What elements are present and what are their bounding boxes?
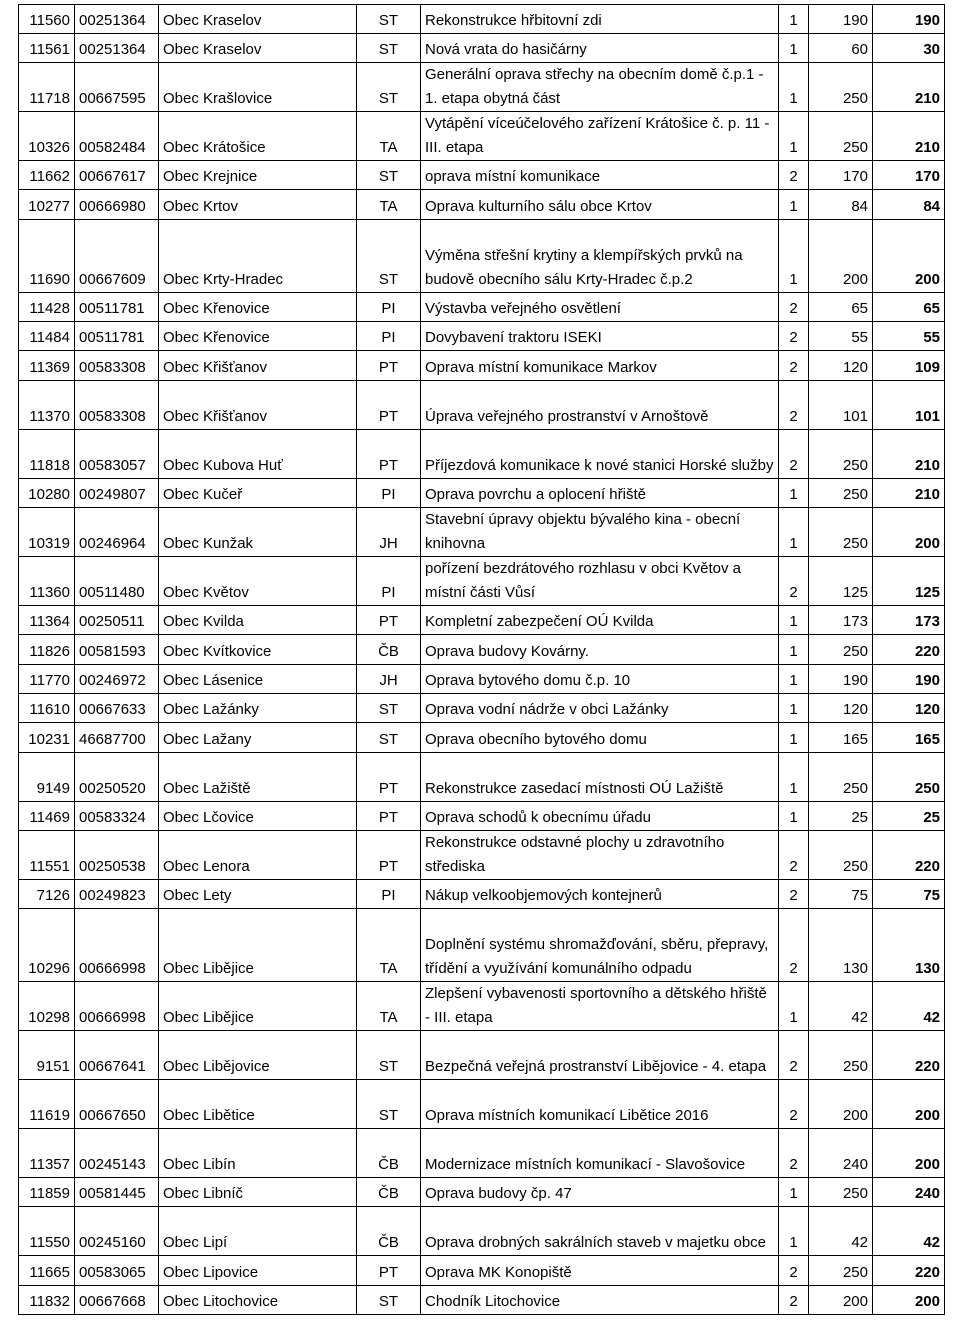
- ico-cell: 00249807: [75, 479, 159, 508]
- requested-amount-cell: 250: [809, 63, 873, 112]
- approved-amount-cell: 65: [873, 293, 945, 322]
- row-id-cell: 11360: [19, 557, 75, 606]
- row-id-cell: 11718: [19, 63, 75, 112]
- row-id-cell: 9149: [19, 753, 75, 802]
- table-row: [19, 479, 945, 508]
- district-cell: TA: [357, 909, 421, 982]
- project-name-cell: Bezpečná veřejná prostranství Libějovice - 4. etapa: [421, 1031, 779, 1080]
- row-id-cell: 11484: [19, 322, 75, 351]
- requested-amount-cell: 165: [809, 723, 873, 753]
- district-cell: ČB: [357, 635, 421, 665]
- approved-amount-cell: 55: [873, 322, 945, 351]
- ico-cell: 00667641: [75, 1031, 159, 1080]
- ico-cell: 00666980: [75, 190, 159, 220]
- requested-amount-cell: 65: [809, 293, 873, 322]
- table-row: [19, 753, 945, 802]
- priority-cell: 1: [779, 479, 809, 508]
- project-name-cell: Oprava MK Konopiště: [421, 1256, 779, 1286]
- municipality-cell: Obec Křišťanov: [159, 351, 357, 381]
- approved-amount-cell: 220: [873, 635, 945, 665]
- table-row: [19, 909, 945, 982]
- priority-cell: 1: [779, 1178, 809, 1207]
- municipality-cell: Obec Lažany: [159, 723, 357, 753]
- project-name-cell: Oprava bytového domu č.p. 10: [421, 665, 779, 694]
- municipality-cell: Obec Krty-Hradec: [159, 220, 357, 293]
- municipality-cell: Obec Křenovice: [159, 322, 357, 351]
- project-name-cell: Rekonstrukce hřbitovní zdi: [421, 5, 779, 34]
- row-id-cell: 11551: [19, 831, 75, 880]
- approved-amount-cell: 109: [873, 351, 945, 381]
- project-name-cell: Oprava budovy čp. 47: [421, 1178, 779, 1207]
- requested-amount-cell: 250: [809, 1031, 873, 1080]
- priority-cell: 1: [779, 508, 809, 557]
- table-row: [19, 161, 945, 190]
- district-cell: JH: [357, 508, 421, 557]
- municipality-cell: Obec Lažánky: [159, 694, 357, 723]
- ico-cell: 46687700: [75, 723, 159, 753]
- table-row: [19, 1031, 945, 1080]
- table-row: [19, 1207, 945, 1256]
- municipality-cell: Obec Kvilda: [159, 606, 357, 635]
- table-row: [19, 880, 945, 909]
- municipality-cell: Obec Kraselov: [159, 5, 357, 34]
- district-cell: ST: [357, 694, 421, 723]
- requested-amount-cell: 190: [809, 5, 873, 34]
- table-row: [19, 34, 945, 63]
- row-id-cell: 9151: [19, 1031, 75, 1080]
- approved-amount-cell: 190: [873, 5, 945, 34]
- row-id-cell: 11826: [19, 635, 75, 665]
- ico-cell: 00667609: [75, 220, 159, 293]
- approved-amount-cell: 42: [873, 1207, 945, 1256]
- approved-amount-cell: 165: [873, 723, 945, 753]
- requested-amount-cell: 120: [809, 351, 873, 381]
- row-id-cell: 11561: [19, 34, 75, 63]
- table-row: [19, 1080, 945, 1129]
- row-id-cell: 7126: [19, 880, 75, 909]
- approved-amount-cell: 220: [873, 831, 945, 880]
- row-id-cell: 11770: [19, 665, 75, 694]
- district-cell: ST: [357, 1031, 421, 1080]
- district-cell: PT: [357, 430, 421, 479]
- priority-cell: 1: [779, 723, 809, 753]
- ico-cell: 00511781: [75, 293, 159, 322]
- ico-cell: 00581593: [75, 635, 159, 665]
- project-name-cell: Oprava místní komunikace Markov: [421, 351, 779, 381]
- priority-cell: 2: [779, 1080, 809, 1129]
- approved-amount-cell: 75: [873, 880, 945, 909]
- municipality-cell: Obec Libětice: [159, 1080, 357, 1129]
- row-id-cell: 11357: [19, 1129, 75, 1178]
- priority-cell: 2: [779, 909, 809, 982]
- municipality-cell: Obec Litochovice: [159, 1286, 357, 1315]
- table-row: [19, 322, 945, 351]
- municipality-cell: Obec Lásenice: [159, 665, 357, 694]
- ico-cell: 00250538: [75, 831, 159, 880]
- priority-cell: 1: [779, 606, 809, 635]
- table-row: [19, 1178, 945, 1207]
- ico-cell: 00246964: [75, 508, 159, 557]
- table-row: [19, 190, 945, 220]
- municipality-cell: Obec Libějovice: [159, 1031, 357, 1080]
- district-cell: PT: [357, 753, 421, 802]
- municipality-cell: Obec Krtov: [159, 190, 357, 220]
- ico-cell: 00583057: [75, 430, 159, 479]
- district-cell: ST: [357, 161, 421, 190]
- district-cell: TA: [357, 982, 421, 1031]
- priority-cell: 1: [779, 802, 809, 831]
- district-cell: PT: [357, 606, 421, 635]
- ico-cell: 00583308: [75, 351, 159, 381]
- table-row: [19, 802, 945, 831]
- municipality-cell: Obec Krejnice: [159, 161, 357, 190]
- district-cell: ST: [357, 34, 421, 63]
- requested-amount-cell: 250: [809, 479, 873, 508]
- district-cell: PI: [357, 557, 421, 606]
- project-name-cell: Rekonstrukce zasedací místnosti OÚ Lažiště: [421, 753, 779, 802]
- row-id-cell: 11665: [19, 1256, 75, 1286]
- approved-amount-cell: 200: [873, 1286, 945, 1315]
- project-name-cell: Oprava obecního bytového domu: [421, 723, 779, 753]
- priority-cell: 2: [779, 351, 809, 381]
- requested-amount-cell: 200: [809, 220, 873, 293]
- requested-amount-cell: 75: [809, 880, 873, 909]
- ico-cell: 00667650: [75, 1080, 159, 1129]
- municipality-cell: Obec Krátošice: [159, 112, 357, 161]
- project-name-cell: Oprava povrchu a oplocení hřiště: [421, 479, 779, 508]
- row-id-cell: 10296: [19, 909, 75, 982]
- ico-cell: 00667595: [75, 63, 159, 112]
- row-id-cell: 11818: [19, 430, 75, 479]
- district-cell: PI: [357, 479, 421, 508]
- row-id-cell: 11610: [19, 694, 75, 723]
- approved-amount-cell: 220: [873, 1256, 945, 1286]
- project-name-cell: Stavební úpravy objektu bývalého kina - obecní knihovna: [421, 508, 779, 557]
- ico-cell: 00583308: [75, 381, 159, 430]
- project-name-cell: Doplnění systému shromažďování, sběru, přepravy, třídění a využívání komunálního odpadu: [421, 909, 779, 982]
- requested-amount-cell: 250: [809, 112, 873, 161]
- municipality-cell: Obec Libějice: [159, 982, 357, 1031]
- table-row: [19, 430, 945, 479]
- row-id-cell: 10231: [19, 723, 75, 753]
- ico-cell: 00250511: [75, 606, 159, 635]
- municipality-cell: Obec Libníč: [159, 1178, 357, 1207]
- district-cell: PT: [357, 381, 421, 430]
- project-name-cell: Generální oprava střechy na obecním domě č.p.1 - 1. etapa obytná část: [421, 63, 779, 112]
- requested-amount-cell: 60: [809, 34, 873, 63]
- ico-cell: 00250520: [75, 753, 159, 802]
- project-name-cell: Nová vrata do hasičárny: [421, 34, 779, 63]
- row-id-cell: 11428: [19, 293, 75, 322]
- row-id-cell: 11619: [19, 1080, 75, 1129]
- district-cell: ST: [357, 5, 421, 34]
- municipality-cell: Obec Kučeř: [159, 479, 357, 508]
- municipality-cell: Obec Kraselov: [159, 34, 357, 63]
- approved-amount-cell: 125: [873, 557, 945, 606]
- ico-cell: 00667668: [75, 1286, 159, 1315]
- municipality-cell: Obec Krašlovice: [159, 63, 357, 112]
- grant-table: [18, 4, 945, 1315]
- requested-amount-cell: 42: [809, 1207, 873, 1256]
- district-cell: PT: [357, 802, 421, 831]
- table-row: [19, 351, 945, 381]
- requested-amount-cell: 120: [809, 694, 873, 723]
- approved-amount-cell: 200: [873, 1129, 945, 1178]
- table-row: [19, 665, 945, 694]
- table-row: [19, 635, 945, 665]
- priority-cell: 2: [779, 430, 809, 479]
- table-row: [19, 1256, 945, 1286]
- priority-cell: 1: [779, 190, 809, 220]
- municipality-cell: Obec Lipovice: [159, 1256, 357, 1286]
- row-id-cell: 10280: [19, 479, 75, 508]
- district-cell: PI: [357, 322, 421, 351]
- priority-cell: 1: [779, 982, 809, 1031]
- requested-amount-cell: 84: [809, 190, 873, 220]
- priority-cell: 2: [779, 557, 809, 606]
- project-name-cell: Zlepšení vybavenosti sportovního a dětského hřiště - III. etapa: [421, 982, 779, 1031]
- table-row: [19, 831, 945, 880]
- project-name-cell: Oprava schodů k obecnímu úřadu: [421, 802, 779, 831]
- row-id-cell: 11690: [19, 220, 75, 293]
- row-id-cell: 11859: [19, 1178, 75, 1207]
- requested-amount-cell: 101: [809, 381, 873, 430]
- approved-amount-cell: 250: [873, 753, 945, 802]
- ico-cell: 00251364: [75, 5, 159, 34]
- project-name-cell: Nákup velkoobjemových kontejnerů: [421, 880, 779, 909]
- municipality-cell: Obec Křenovice: [159, 293, 357, 322]
- requested-amount-cell: 250: [809, 753, 873, 802]
- district-cell: ST: [357, 63, 421, 112]
- row-id-cell: 10319: [19, 508, 75, 557]
- row-id-cell: 11662: [19, 161, 75, 190]
- approved-amount-cell: 173: [873, 606, 945, 635]
- district-cell: JH: [357, 665, 421, 694]
- district-cell: TA: [357, 190, 421, 220]
- district-cell: ST: [357, 723, 421, 753]
- requested-amount-cell: 200: [809, 1080, 873, 1129]
- table-body: [19, 5, 945, 1315]
- requested-amount-cell: 25: [809, 802, 873, 831]
- requested-amount-cell: 250: [809, 430, 873, 479]
- project-name-cell: Oprava vodní nádrže v obci Lažánky: [421, 694, 779, 723]
- project-name-cell: Výstavba veřejného osvětlení: [421, 293, 779, 322]
- table-row: [19, 112, 945, 161]
- table-row: [19, 557, 945, 606]
- table-row: [19, 220, 945, 293]
- project-name-cell: Oprava místních komunikací Libětice 2016: [421, 1080, 779, 1129]
- district-cell: PT: [357, 1256, 421, 1286]
- priority-cell: 2: [779, 1256, 809, 1286]
- row-id-cell: 11832: [19, 1286, 75, 1315]
- priority-cell: 2: [779, 1129, 809, 1178]
- requested-amount-cell: 250: [809, 831, 873, 880]
- priority-cell: 1: [779, 635, 809, 665]
- district-cell: PT: [357, 351, 421, 381]
- ico-cell: 00581445: [75, 1178, 159, 1207]
- approved-amount-cell: 120: [873, 694, 945, 723]
- ico-cell: 00582484: [75, 112, 159, 161]
- approved-amount-cell: 210: [873, 479, 945, 508]
- district-cell: ČB: [357, 1207, 421, 1256]
- project-name-cell: pořízení bezdrátového rozhlasu v obci Květov a místní části Vůsí: [421, 557, 779, 606]
- municipality-cell: Obec Křišťanov: [159, 381, 357, 430]
- municipality-cell: Obec Libín: [159, 1129, 357, 1178]
- approved-amount-cell: 210: [873, 63, 945, 112]
- row-id-cell: 10326: [19, 112, 75, 161]
- ico-cell: 00583065: [75, 1256, 159, 1286]
- table-row: [19, 606, 945, 635]
- project-name-cell: Příjezdová komunikace k nové stanici Horské služby: [421, 430, 779, 479]
- approved-amount-cell: 25: [873, 802, 945, 831]
- row-id-cell: 11550: [19, 1207, 75, 1256]
- table-row: [19, 5, 945, 34]
- ico-cell: 00667633: [75, 694, 159, 723]
- ico-cell: 00511480: [75, 557, 159, 606]
- row-id-cell: 11364: [19, 606, 75, 635]
- ico-cell: 00245143: [75, 1129, 159, 1178]
- municipality-cell: Obec Kunžak: [159, 508, 357, 557]
- approved-amount-cell: 42: [873, 982, 945, 1031]
- approved-amount-cell: 200: [873, 508, 945, 557]
- approved-amount-cell: 130: [873, 909, 945, 982]
- requested-amount-cell: 250: [809, 1178, 873, 1207]
- table-row: [19, 694, 945, 723]
- district-cell: PT: [357, 831, 421, 880]
- table-row: [19, 1129, 945, 1178]
- approved-amount-cell: 101: [873, 381, 945, 430]
- table-row: [19, 381, 945, 430]
- row-id-cell: 11369: [19, 351, 75, 381]
- project-name-cell: Oprava kulturního sálu obce Krtov: [421, 190, 779, 220]
- table-row: [19, 1286, 945, 1315]
- project-name-cell: Vytápění víceúčelového zařízení Krátošice č. p. 11 - III. etapa: [421, 112, 779, 161]
- approved-amount-cell: 190: [873, 665, 945, 694]
- priority-cell: 1: [779, 665, 809, 694]
- priority-cell: 1: [779, 34, 809, 63]
- approved-amount-cell: 30: [873, 34, 945, 63]
- priority-cell: 1: [779, 220, 809, 293]
- requested-amount-cell: 42: [809, 982, 873, 1031]
- row-id-cell: 10277: [19, 190, 75, 220]
- priority-cell: 2: [779, 322, 809, 351]
- district-cell: ST: [357, 1286, 421, 1315]
- ico-cell: 00246972: [75, 665, 159, 694]
- municipality-cell: Obec Lenora: [159, 831, 357, 880]
- project-name-cell: Kompletní zabezpečení OÚ Kvilda: [421, 606, 779, 635]
- priority-cell: 2: [779, 831, 809, 880]
- priority-cell: 1: [779, 1207, 809, 1256]
- table-row: [19, 982, 945, 1031]
- row-id-cell: 11469: [19, 802, 75, 831]
- municipality-cell: Obec Lety: [159, 880, 357, 909]
- requested-amount-cell: 130: [809, 909, 873, 982]
- table-row: [19, 63, 945, 112]
- priority-cell: 2: [779, 381, 809, 430]
- project-name-cell: Úprava veřejného prostranství v Arnoštově: [421, 381, 779, 430]
- municipality-cell: Obec Kvítkovice: [159, 635, 357, 665]
- project-name-cell: oprava místní komunikace: [421, 161, 779, 190]
- priority-cell: 1: [779, 694, 809, 723]
- ico-cell: 00511781: [75, 322, 159, 351]
- ico-cell: 00583324: [75, 802, 159, 831]
- district-cell: ČB: [357, 1129, 421, 1178]
- priority-cell: 1: [779, 753, 809, 802]
- project-name-cell: Rekonstrukce odstavné plochy u zdravotního střediska: [421, 831, 779, 880]
- district-cell: ST: [357, 1080, 421, 1129]
- table-row: [19, 293, 945, 322]
- table-row: [19, 723, 945, 753]
- approved-amount-cell: 240: [873, 1178, 945, 1207]
- requested-amount-cell: 55: [809, 322, 873, 351]
- municipality-cell: Obec Libějice: [159, 909, 357, 982]
- project-name-cell: Výměna střešní krytiny a klempířských prvků na budově obecního sálu Krty-Hradec č.p.2: [421, 220, 779, 293]
- priority-cell: 1: [779, 63, 809, 112]
- district-cell: PI: [357, 293, 421, 322]
- project-name-cell: Modernizace místních komunikací - Slavošovice: [421, 1129, 779, 1178]
- approved-amount-cell: 210: [873, 112, 945, 161]
- approved-amount-cell: 84: [873, 190, 945, 220]
- requested-amount-cell: 125: [809, 557, 873, 606]
- approved-amount-cell: 200: [873, 1080, 945, 1129]
- project-name-cell: Oprava budovy Kovárny.: [421, 635, 779, 665]
- district-cell: ST: [357, 220, 421, 293]
- project-name-cell: Oprava drobných sakrálních staveb v majetku obce: [421, 1207, 779, 1256]
- priority-cell: 2: [779, 1286, 809, 1315]
- district-cell: PI: [357, 880, 421, 909]
- priority-cell: 2: [779, 1031, 809, 1080]
- ico-cell: 00249823: [75, 880, 159, 909]
- district-cell: ČB: [357, 1178, 421, 1207]
- row-id-cell: 11560: [19, 5, 75, 34]
- ico-cell: 00666998: [75, 982, 159, 1031]
- approved-amount-cell: 170: [873, 161, 945, 190]
- requested-amount-cell: 250: [809, 635, 873, 665]
- row-id-cell: 11370: [19, 381, 75, 430]
- municipality-cell: Obec Lipí: [159, 1207, 357, 1256]
- requested-amount-cell: 170: [809, 161, 873, 190]
- municipality-cell: Obec Květov: [159, 557, 357, 606]
- ico-cell: 00251364: [75, 34, 159, 63]
- district-cell: TA: [357, 112, 421, 161]
- approved-amount-cell: 200: [873, 220, 945, 293]
- priority-cell: 2: [779, 293, 809, 322]
- requested-amount-cell: 240: [809, 1129, 873, 1178]
- priority-cell: 2: [779, 161, 809, 190]
- project-name-cell: Chodník Litochovice: [421, 1286, 779, 1315]
- approved-amount-cell: 210: [873, 430, 945, 479]
- municipality-cell: Obec Lčovice: [159, 802, 357, 831]
- requested-amount-cell: 250: [809, 508, 873, 557]
- requested-amount-cell: 200: [809, 1286, 873, 1315]
- ico-cell: 00666998: [75, 909, 159, 982]
- municipality-cell: Obec Lažiště: [159, 753, 357, 802]
- ico-cell: 00245160: [75, 1207, 159, 1256]
- ico-cell: 00667617: [75, 161, 159, 190]
- requested-amount-cell: 173: [809, 606, 873, 635]
- approved-amount-cell: 220: [873, 1031, 945, 1080]
- priority-cell: 2: [779, 880, 809, 909]
- priority-cell: 1: [779, 5, 809, 34]
- priority-cell: 1: [779, 112, 809, 161]
- project-name-cell: Dovybavení traktoru ISEKI: [421, 322, 779, 351]
- requested-amount-cell: 250: [809, 1256, 873, 1286]
- row-id-cell: 10298: [19, 982, 75, 1031]
- table-row: [19, 508, 945, 557]
- municipality-cell: Obec Kubova Huť: [159, 430, 357, 479]
- requested-amount-cell: 190: [809, 665, 873, 694]
